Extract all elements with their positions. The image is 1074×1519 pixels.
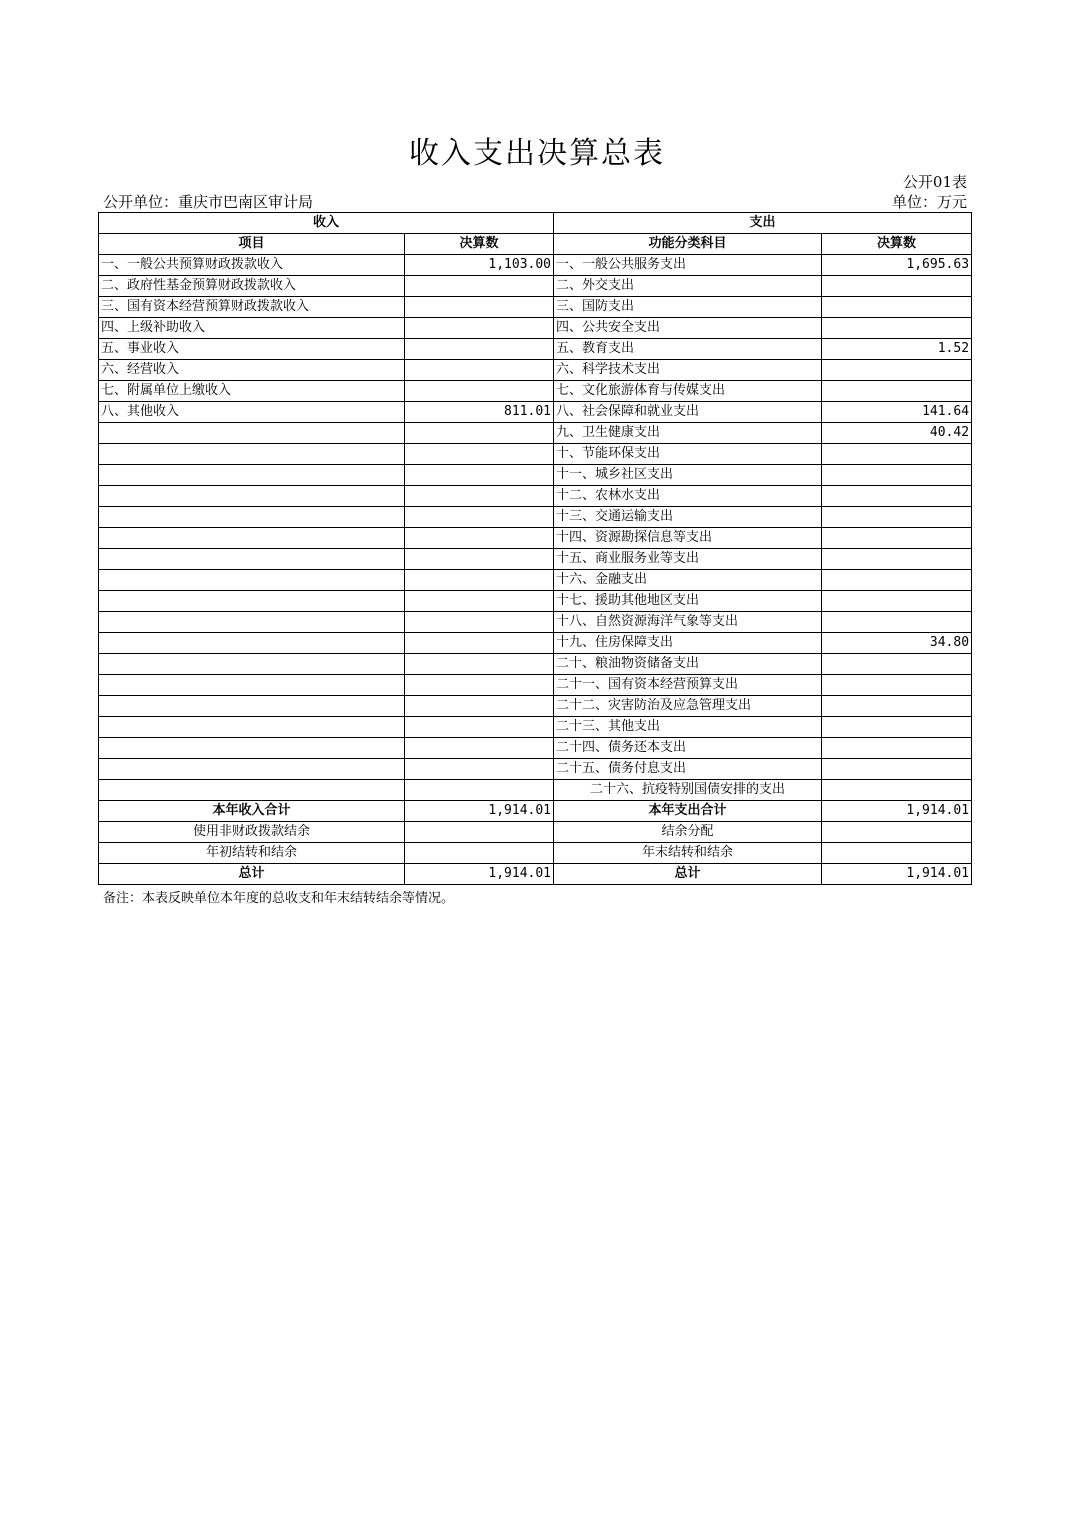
function-class-column-header: 功能分类科目 — [554, 234, 822, 255]
income-item-label — [99, 528, 405, 549]
summary-income-amount — [405, 843, 554, 864]
table-row — [99, 381, 972, 402]
expense-amount: 1.52 — [822, 339, 972, 360]
income-amount — [405, 465, 554, 486]
income-item-label: 一、一般公共预算财政拨款收入 — [99, 255, 405, 276]
expense-amount: 141.64 — [822, 402, 972, 423]
expense-section-header: 支出 — [554, 213, 972, 234]
expense-item-label: 十一、城乡社区支出 — [554, 465, 822, 486]
footnote: 备注：本表反映单位本年度的总收支和年末结转结余等情况。 — [103, 891, 455, 906]
expense-item-label: 十八、自然资源海洋气象等支出 — [554, 612, 822, 633]
table-row — [99, 423, 972, 444]
form-number: 公开01表 — [902, 173, 967, 191]
income-item-label — [99, 738, 405, 759]
summary-row — [99, 801, 972, 822]
expense-item-label: 三、国防支出 — [554, 297, 822, 318]
income-amount: 1,103.00 — [405, 255, 554, 276]
income-amount — [405, 780, 554, 801]
table-row — [99, 633, 972, 654]
table-row — [99, 507, 972, 528]
expense-amount — [822, 759, 972, 780]
expense-item-label: 十、节能环保支出 — [554, 444, 822, 465]
expense-amount — [822, 696, 972, 717]
expense-amount — [822, 717, 972, 738]
expense-item-label: 二十一、国有资本经营预算支出 — [554, 675, 822, 696]
income-amount — [405, 759, 554, 780]
expense-item-label: 二十六、抗疫特别国债安排的支出 — [554, 780, 822, 801]
income-amount — [405, 486, 554, 507]
table-row — [99, 759, 972, 780]
table-row — [99, 255, 972, 276]
expense-item-label: 一、一般公共服务支出 — [554, 255, 822, 276]
expense-amount — [822, 465, 972, 486]
expense-item-label: 二十四、债务还本支出 — [554, 738, 822, 759]
table-row — [99, 318, 972, 339]
table-row — [99, 444, 972, 465]
table-row — [99, 696, 972, 717]
header-row-columns — [99, 234, 972, 255]
expense-item-label: 二十三、其他支出 — [554, 717, 822, 738]
summary-income-label: 年初结转和结余 — [99, 843, 405, 864]
income-amount — [405, 633, 554, 654]
income-amount — [405, 738, 554, 759]
income-item-label — [99, 633, 405, 654]
table-row — [99, 297, 972, 318]
income-item-label — [99, 591, 405, 612]
income-amount — [405, 297, 554, 318]
expense-item-label: 八、社会保障和就业支出 — [554, 402, 822, 423]
expense-amount — [822, 528, 972, 549]
summary-income-amount — [405, 822, 554, 843]
income-amount — [405, 423, 554, 444]
income-item-label — [99, 507, 405, 528]
income-amount-column-header: 决算数 — [405, 234, 554, 255]
expense-item-label: 二十、粮油物资储备支出 — [554, 654, 822, 675]
income-item-label — [99, 696, 405, 717]
income-item-label — [99, 759, 405, 780]
expense-item-label: 九、卫生健康支出 — [554, 423, 822, 444]
expense-item-label: 二十二、灾害防治及应急管理支出 — [554, 696, 822, 717]
reporting-unit: 公开单位：重庆市巴南区审计局 — [103, 193, 314, 211]
expense-amount — [822, 381, 972, 402]
income-amount — [405, 381, 554, 402]
income-item-label — [99, 549, 405, 570]
summary-income-label: 总计 — [99, 864, 405, 885]
expense-amount — [822, 570, 972, 591]
income-amount: 811.01 — [405, 402, 554, 423]
income-item-label — [99, 612, 405, 633]
expense-item-label: 十九、住房保障支出 — [554, 633, 822, 654]
income-item-label: 五、事业收入 — [99, 339, 405, 360]
table-row — [99, 717, 972, 738]
item-column-header: 项目 — [99, 234, 405, 255]
income-item-label — [99, 780, 405, 801]
expense-item-label: 十六、金融支出 — [554, 570, 822, 591]
expense-amount — [822, 486, 972, 507]
summary-income-amount: 1,914.01 — [405, 801, 554, 822]
income-amount — [405, 339, 554, 360]
income-amount — [405, 318, 554, 339]
expense-item-label: 十五、商业服务业等支出 — [554, 549, 822, 570]
summary-row — [99, 864, 972, 885]
summary-row — [99, 843, 972, 864]
income-amount — [405, 570, 554, 591]
table-row — [99, 360, 972, 381]
table-row — [99, 612, 972, 633]
income-amount — [405, 717, 554, 738]
income-amount — [405, 675, 554, 696]
summary-income-amount: 1,914.01 — [405, 864, 554, 885]
currency-unit: 单位：万元 — [891, 193, 967, 211]
summary-row — [99, 822, 972, 843]
income-amount — [405, 507, 554, 528]
summary-expense-amount — [822, 822, 972, 843]
income-item-label — [99, 675, 405, 696]
table-row — [99, 549, 972, 570]
expense-amount — [822, 276, 972, 297]
expense-item-label: 二十五、债务付息支出 — [554, 759, 822, 780]
expense-amount — [822, 675, 972, 696]
table-row — [99, 654, 972, 675]
income-amount — [405, 696, 554, 717]
summary-expense-label: 年末结转和结余 — [554, 843, 822, 864]
summary-expense-amount: 1,914.01 — [822, 864, 972, 885]
expense-amount — [822, 654, 972, 675]
expense-amount — [822, 780, 972, 801]
income-item-label: 四、上级补助收入 — [99, 318, 405, 339]
table-row — [99, 528, 972, 549]
income-item-label — [99, 423, 405, 444]
expense-amount — [822, 360, 972, 381]
income-item-label: 六、经营收入 — [99, 360, 405, 381]
expense-amount — [822, 444, 972, 465]
expense-item-label: 四、公共安全支出 — [554, 318, 822, 339]
income-amount — [405, 549, 554, 570]
expense-amount: 34.80 — [822, 633, 972, 654]
expense-amount — [822, 612, 972, 633]
income-item-label — [99, 570, 405, 591]
table-row — [99, 486, 972, 507]
page-title: 收入支出决算总表 — [409, 136, 665, 171]
summary-expense-label: 结余分配 — [554, 822, 822, 843]
table-row — [99, 738, 972, 759]
income-item-label — [99, 465, 405, 486]
summary-expense-label: 总计 — [554, 864, 822, 885]
income-item-label — [99, 486, 405, 507]
income-item-label — [99, 717, 405, 738]
header-row-sections — [99, 213, 972, 234]
income-amount — [405, 276, 554, 297]
expense-item-label: 十七、援助其他地区支出 — [554, 591, 822, 612]
income-item-label: 八、其他收入 — [99, 402, 405, 423]
table-row — [99, 570, 972, 591]
income-amount — [405, 444, 554, 465]
table-row — [99, 339, 972, 360]
income-amount — [405, 654, 554, 675]
income-item-label: 三、国有资本经营预算财政拨款收入 — [99, 297, 405, 318]
income-amount — [405, 612, 554, 633]
table-row — [99, 465, 972, 486]
income-amount — [405, 591, 554, 612]
income-item-label: 七、附属单位上缴收入 — [99, 381, 405, 402]
table-row — [99, 780, 972, 801]
expense-item-label: 十三、交通运输支出 — [554, 507, 822, 528]
expense-item-label: 十四、资源勘探信息等支出 — [554, 528, 822, 549]
expense-amount-column-header: 决算数 — [822, 234, 972, 255]
income-item-label: 二、政府性基金预算财政拨款收入 — [99, 276, 405, 297]
table-row — [99, 276, 972, 297]
expense-amount — [822, 738, 972, 759]
income-expense-table — [98, 212, 972, 885]
summary-expense-label: 本年支出合计 — [554, 801, 822, 822]
summary-expense-amount — [822, 843, 972, 864]
income-section-header: 收入 — [99, 213, 554, 234]
income-item-label — [99, 444, 405, 465]
summary-income-label: 本年收入合计 — [99, 801, 405, 822]
table-row — [99, 402, 972, 423]
expense-amount — [822, 591, 972, 612]
expense-amount: 1,695.63 — [822, 255, 972, 276]
table-row — [99, 675, 972, 696]
expense-item-label: 五、教育支出 — [554, 339, 822, 360]
expense-amount — [822, 297, 972, 318]
summary-income-label: 使用非财政拨款结余 — [99, 822, 405, 843]
expense-item-label: 七、文化旅游体育与传媒支出 — [554, 381, 822, 402]
expense-item-label: 二、外交支出 — [554, 276, 822, 297]
expense-amount — [822, 549, 972, 570]
summary-expense-amount: 1,914.01 — [822, 801, 972, 822]
income-item-label — [99, 654, 405, 675]
income-amount — [405, 528, 554, 549]
expense-amount — [822, 507, 972, 528]
expense-item-label: 十二、农林水支出 — [554, 486, 822, 507]
income-amount — [405, 360, 554, 381]
expense-item-label: 六、科学技术支出 — [554, 360, 822, 381]
expense-amount — [822, 318, 972, 339]
table-row — [99, 591, 972, 612]
expense-amount: 40.42 — [822, 423, 972, 444]
